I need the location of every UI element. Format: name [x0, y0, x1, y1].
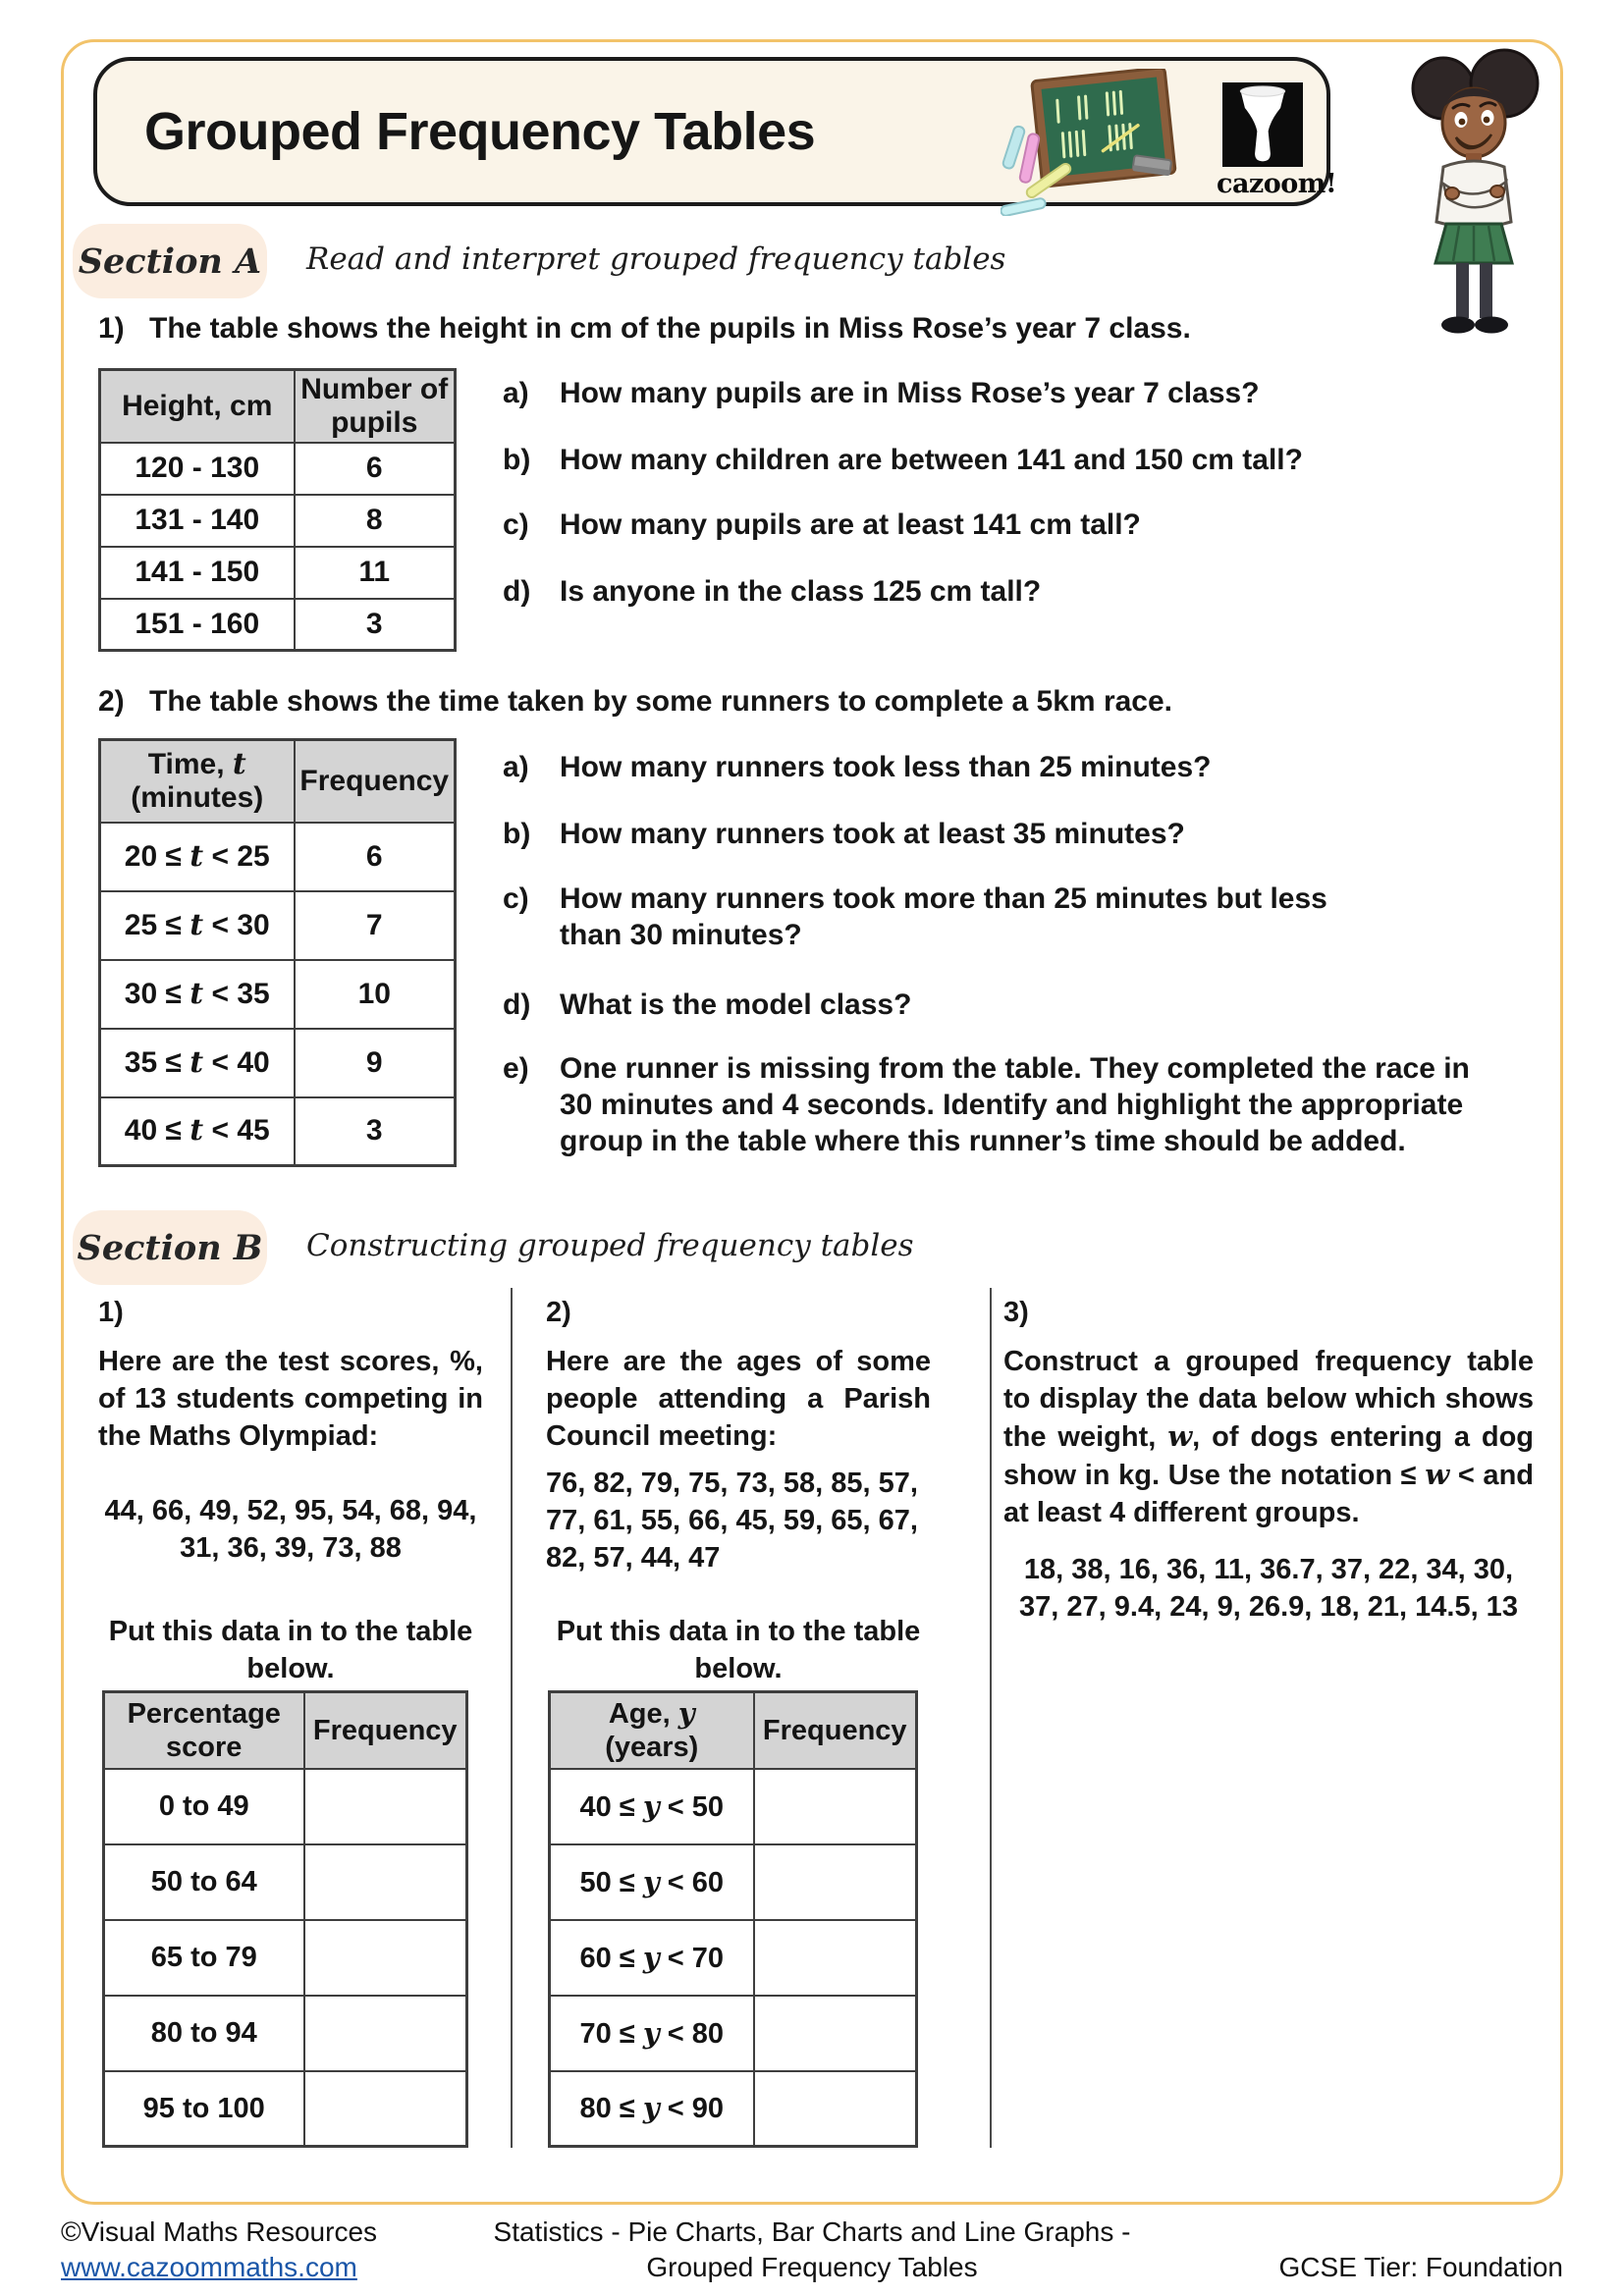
age-frequency-table — [548, 1690, 918, 2148]
question-2d — [503, 987, 1534, 1023]
range-cell: 151 - 160 — [100, 599, 295, 651]
table-header-age — [550, 1692, 754, 1769]
problem-2-data: 76, 82, 79, 75, 73, 58, 85, 57, 77, 61, 55, 66, 45, 59, 65, 67, 82, 57, 44, 47 — [546, 1468, 918, 1574]
table-row — [550, 1996, 917, 2071]
question-label: b) — [503, 444, 531, 476]
question-label: c) — [503, 882, 529, 915]
range-cell: 65 to 79 — [104, 1920, 304, 1996]
student-character-illustration — [1398, 45, 1551, 344]
section-a-label-text: Section A — [78, 240, 262, 282]
value-cell: 6 — [295, 443, 456, 495]
weight-variable: w — [1167, 1419, 1193, 1453]
question-2c — [503, 881, 1386, 953]
header-unit: (minutes) — [131, 780, 264, 814]
empty-frequency-cell — [754, 1769, 917, 1844]
value-cell: 3 — [295, 1097, 456, 1166]
time-frequency-table — [98, 738, 457, 1167]
range-cell: 25 ≤ t < 30 — [100, 891, 295, 960]
question-text: How many children are between 141 and 150 cm tall? — [560, 444, 1303, 476]
footer-tier: GCSE Tier: Foundation — [1278, 2252, 1563, 2282]
question-text: How many runners took more than 25 minutes but less than 30 minutes? — [560, 882, 1327, 951]
problem-3-data: 18, 38, 16, 36, 11, 36.7, 37, 22, 34, 30, 37, 27, 9.4, 24, 9, 26.9, 18, 21, 14.5, 13 — [1019, 1554, 1518, 1623]
column-divider — [990, 1288, 992, 2148]
table-row — [100, 1029, 456, 1097]
range-cell: 20 ≤ t < 25 — [100, 823, 295, 891]
question-label: a) — [503, 377, 529, 409]
question-text: How many pupils are in Miss Rose’s year 7 class? — [560, 377, 1260, 409]
table-row — [100, 443, 456, 495]
footer-center — [419, 2215, 1205, 2285]
problem-3-number: 3) — [1003, 1297, 1029, 1328]
range-cell: 80 to 94 — [104, 1996, 304, 2071]
question-text: How many runners took at least 35 minutes? — [560, 818, 1185, 850]
footer-left — [61, 2215, 377, 2285]
empty-frequency-cell — [754, 2071, 917, 2147]
column-divider — [511, 1288, 513, 2148]
question-1 — [98, 312, 1276, 346]
table-header-frequency: Frequency — [295, 740, 456, 823]
range-cell: 30 ≤ t < 35 — [100, 960, 295, 1029]
percentage-score-table — [102, 1690, 468, 2148]
range-cell: 40 ≤ t < 45 — [100, 1097, 295, 1166]
empty-frequency-cell — [304, 1769, 467, 1844]
footer-topic-line1: Statistics - Pie Charts, Bar Charts and Line Graphs - — [493, 2216, 1131, 2247]
section-b-label — [73, 1210, 267, 1285]
table-row — [550, 1920, 917, 1996]
question-label: a) — [503, 751, 529, 783]
question-1b — [503, 442, 1534, 478]
footer-right — [1170, 2250, 1563, 2285]
value-cell: 11 — [295, 547, 456, 599]
cazoom-drum-icon — [1222, 82, 1303, 167]
footer-copyright: ©Visual Maths Resources — [61, 2216, 378, 2247]
header-variable: t — [232, 746, 246, 781]
range-cell: 50 to 64 — [104, 1844, 304, 1920]
value-cell: 6 — [295, 823, 456, 891]
range-cell: 0 to 49 — [104, 1769, 304, 1844]
table-header-height: Height, cm — [100, 370, 295, 443]
question-2e — [503, 1050, 1492, 1159]
table-row — [550, 2071, 917, 2147]
empty-frequency-cell — [304, 1920, 467, 1996]
table-row — [100, 547, 456, 599]
empty-frequency-cell — [754, 1844, 917, 1920]
header-text: Age, — [608, 1698, 678, 1731]
header-text: Time, — [147, 747, 233, 780]
section-a-label — [73, 224, 267, 298]
range-cell: 131 - 140 — [100, 495, 295, 547]
page-title: Grouped Frequency Tables — [144, 102, 816, 161]
table-row — [100, 960, 456, 1029]
question-1-intro: The table shows the height in cm of the pupils in Miss Rose’s year 7 class. — [149, 312, 1191, 345]
question-2 — [98, 685, 1276, 719]
value-cell: 3 — [295, 599, 456, 651]
weight-variable: w — [1425, 1458, 1450, 1491]
range-cell: 70 ≤ y < 80 — [550, 1996, 754, 2071]
question-2b — [503, 816, 1534, 852]
chalkboard-tally-icon — [1001, 69, 1182, 216]
problem-1-instruction: Put this data in to the table below. — [108, 1616, 473, 1684]
question-label: e) — [503, 1052, 529, 1085]
range-cell: 40 ≤ y < 50 — [550, 1769, 754, 1844]
table-row — [104, 2071, 467, 2147]
header-unit: (years) — [605, 1732, 699, 1764]
question-label: d) — [503, 575, 531, 608]
empty-frequency-cell — [304, 2071, 467, 2147]
range-cell: 60 ≤ y < 70 — [550, 1920, 754, 1996]
footer-website-link[interactable]: www.cazoommaths.com — [61, 2252, 357, 2282]
question-label: c) — [503, 508, 529, 541]
question-1-number: 1) — [98, 312, 125, 345]
question-1c — [503, 507, 1534, 543]
table-row — [100, 891, 456, 960]
question-text: How many runners took less than 25 minutes? — [560, 751, 1212, 783]
empty-frequency-cell — [304, 1844, 467, 1920]
range-cell: 35 ≤ t < 40 — [100, 1029, 295, 1097]
section-b-subtitle: Constructing grouped frequency tables — [306, 1228, 914, 1263]
problem-1-number: 1) — [98, 1297, 124, 1328]
question-text: One runner is missing from the table. They completed the race in 30 minutes and 4 seconds. Identify and highlight the appropriate group in the table where this runner’s time should be added. — [560, 1052, 1470, 1157]
value-cell: 10 — [295, 960, 456, 1029]
range-cell: 80 ≤ y < 90 — [550, 2071, 754, 2147]
table-header-frequency: Frequency — [304, 1692, 467, 1769]
question-2a — [503, 749, 1534, 785]
value-cell: 7 — [295, 891, 456, 960]
empty-frequency-cell — [754, 1996, 917, 2071]
problem-2-instruction: Put this data in to the table below. — [556, 1616, 921, 1684]
character-head — [1442, 88, 1505, 157]
table-row — [100, 823, 456, 891]
range-cell: 141 - 150 — [100, 547, 295, 599]
table-header-frequency: Frequency — [754, 1692, 917, 1769]
footer-topic-line2: Grouped Frequency Tables — [646, 2252, 978, 2282]
question-label: b) — [503, 818, 531, 850]
question-label: d) — [503, 988, 531, 1021]
question-text: How many pupils are at least 141 cm tall? — [560, 508, 1141, 541]
question-1a — [503, 375, 1534, 411]
empty-frequency-cell — [754, 1920, 917, 1996]
table-row — [104, 1769, 467, 1844]
table-row — [104, 1996, 467, 2071]
problem-1-data: 44, 66, 49, 52, 95, 54, 68, 94, 31, 36, 39, 73, 88 — [104, 1495, 477, 1564]
value-cell: 8 — [295, 495, 456, 547]
table-row — [100, 495, 456, 547]
question-text: Is anyone in the class 125 cm tall? — [560, 575, 1042, 608]
table-header-time — [100, 740, 295, 823]
section-a-subtitle: Read and interpret grouped frequency tables — [306, 241, 1006, 277]
table-row — [550, 1844, 917, 1920]
question-2-intro: The table shows the time taken by some runners to complete a 5km race. — [149, 685, 1173, 718]
problem-3-intro: Construct a grouped frequency table to display the data below which shows the weight, w, of dogs entering a dog show in kg. Use the notation ≤ w < and at least 4 different groups. — [1003, 1346, 1534, 1528]
table-row — [104, 1920, 467, 1996]
question-2-number: 2) — [98, 685, 125, 718]
table-header-score: Percentage score — [104, 1692, 304, 1769]
table-row — [100, 599, 456, 651]
question-text: What is the model class? — [560, 988, 912, 1021]
table-row — [550, 1769, 917, 1844]
problem-2-intro: Here are the ages of some people attending a Parish Council meeting: — [546, 1346, 931, 1452]
problem-2-number: 2) — [546, 1297, 571, 1328]
question-1d — [503, 573, 1534, 610]
cazoom-logo — [1217, 82, 1337, 199]
table-row — [100, 1097, 456, 1166]
range-cell: 120 - 130 — [100, 443, 295, 495]
problem-1-intro: Here are the test scores, %, of 13 students competing in the Maths Olympiad: — [98, 1346, 483, 1452]
cazoom-logo-text: cazoom! — [1217, 169, 1337, 199]
table-row — [104, 1844, 467, 1920]
empty-frequency-cell — [304, 1996, 467, 2071]
character-body — [1436, 153, 1511, 228]
height-frequency-table — [98, 368, 457, 652]
character-skirt-legs — [1435, 224, 1512, 334]
range-cell: 95 to 100 — [104, 2071, 304, 2147]
range-cell: 50 ≤ y < 60 — [550, 1844, 754, 1920]
section-b-label-text: Section B — [77, 1227, 263, 1268]
header-variable: y — [677, 1696, 695, 1731]
value-cell: 9 — [295, 1029, 456, 1097]
table-header-pupils: Number of pupils — [295, 370, 456, 443]
worksheet-header — [93, 57, 1337, 206]
